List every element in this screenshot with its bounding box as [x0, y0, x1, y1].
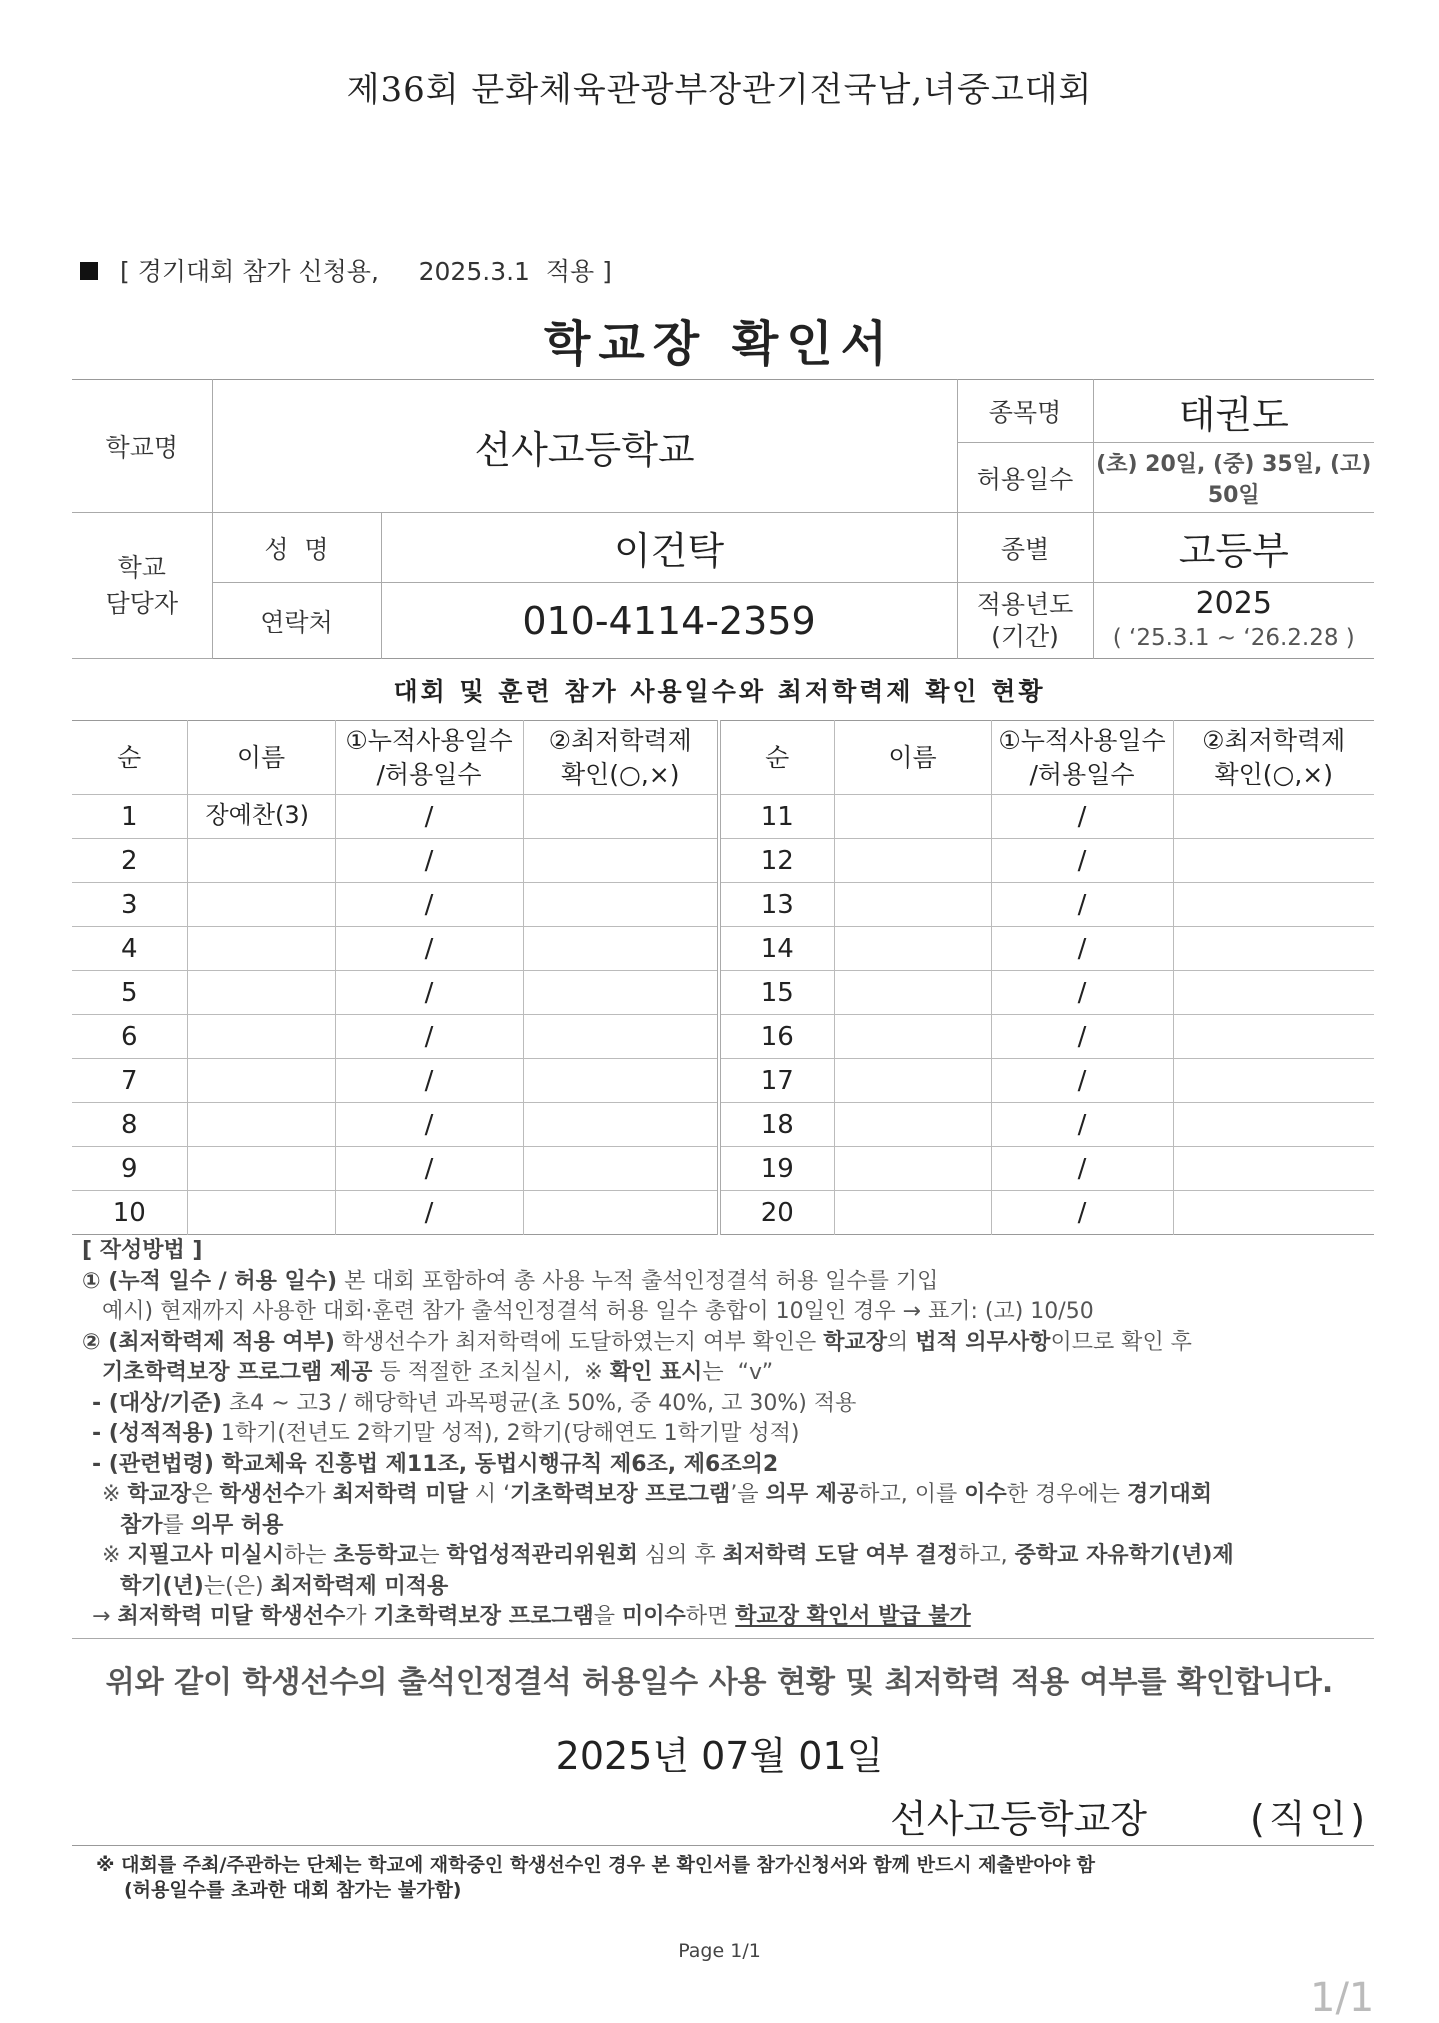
days-cell: / — [991, 839, 1173, 883]
row-number: 13 — [719, 883, 834, 927]
col-no-header: 순 — [719, 721, 834, 795]
instr-l6-b: - (성적적용) — [92, 1421, 214, 1446]
row-number: 3 — [72, 883, 187, 927]
note-text: [ 경기대회 참가 신청용, 2025.3.1 적용 ] — [120, 257, 612, 286]
instr-l8-d: 학생선수 — [219, 1482, 305, 1507]
athlete-name — [187, 1015, 335, 1059]
contact-value: 010-4114-2359 — [381, 583, 957, 659]
sport-label: 종목명 — [957, 380, 1093, 443]
principal-name: 선사고등학교장 — [890, 1797, 1147, 1841]
col-days-header: ①누적사용일수 /허용일수 — [991, 721, 1173, 795]
athlete-name — [187, 1147, 335, 1191]
athlete-name — [834, 883, 991, 927]
days-cell: / — [335, 839, 523, 883]
instr-l12-g: 하면 — [685, 1604, 736, 1629]
row-number: 2 — [72, 839, 187, 883]
instr-l4-b1: 기초학력보장 프로그램 제공 — [102, 1360, 373, 1385]
check-cell — [1173, 839, 1374, 883]
athlete-name — [187, 839, 335, 883]
instr-l11-b: 는(은) — [203, 1573, 271, 1599]
instr-line1: 본 대회 포함하여 총 사용 누적 출석인정결석 허용 일수를 기입 — [337, 1268, 939, 1294]
instr-l3-t3: 이므로 확인 후 — [1050, 1329, 1192, 1355]
instr-line2: 예시) 현재까지 사용한 대회·훈련 참가 출석인정결석 허용 일수 총합이 10일인 경우 → 표기: (고) 10/50 — [102, 1299, 1094, 1324]
row-number: 16 — [719, 1015, 834, 1059]
instr-l10-a: ※ — [102, 1543, 128, 1568]
submission-note — [96, 1853, 1376, 1903]
row-number: 20 — [719, 1191, 834, 1235]
instr-l12-c: 가 — [345, 1604, 374, 1629]
instr-l10-h: 최저학력 도달 여부 결정 — [722, 1543, 959, 1568]
days-cell: / — [991, 1015, 1173, 1059]
row-number: 1 — [72, 795, 187, 839]
page-counter: 1/1 — [1310, 1975, 1375, 2021]
table-row — [72, 1103, 1374, 1147]
instr-l12-f: 미이수 — [621, 1604, 686, 1629]
days-cell: / — [991, 971, 1173, 1015]
instr-l4-t2: 는 “v” — [702, 1360, 774, 1385]
check-cell — [1173, 1147, 1374, 1191]
instr-l9-c: 의무 허용 — [190, 1512, 284, 1538]
official-seal-label: (직인) — [1250, 1797, 1370, 1841]
row-number: 4 — [72, 927, 187, 971]
check-cell — [523, 839, 719, 883]
instr-l3-t1: 학생선수가 최저학력에 도달하였는지 여부 확인은 — [334, 1329, 824, 1355]
table-row — [72, 1059, 1374, 1103]
days-cell: / — [335, 927, 523, 971]
col-days-header: ①누적사용일수 /허용일수 — [335, 721, 523, 795]
athlete-name — [834, 971, 991, 1015]
check-cell — [1173, 971, 1374, 1015]
manager-label: 학교 담당자 — [72, 513, 212, 659]
instr-l3-t2: 의 — [887, 1329, 916, 1355]
row-number: 11 — [719, 795, 834, 839]
days-cell: / — [335, 1103, 523, 1147]
days-cell: / — [991, 1147, 1173, 1191]
instr-l5-t: 초4 ~ 고3 / 해당학년 과목평균(초 50%, 중 40%, 고 30%) 적용 — [221, 1390, 857, 1416]
instr-l8-b: 학교장 — [127, 1482, 192, 1507]
col-no-header: 순 — [72, 721, 187, 795]
year-label: 적용년도 (기간) — [957, 583, 1093, 659]
athlete-name — [834, 1015, 991, 1059]
check-cell — [1173, 1059, 1374, 1103]
table-row — [72, 795, 1374, 839]
instr-l12-d: 기초학력보장 프로그램 — [373, 1604, 594, 1629]
days-cell: / — [991, 1191, 1173, 1235]
row-number: 12 — [719, 839, 834, 883]
row-number: 10 — [72, 1191, 187, 1235]
instr-l3-b1: ② (최저학력제 적용 여부) — [82, 1329, 335, 1355]
instr-l8-m: 한 경우에는 — [1006, 1482, 1127, 1507]
instr-l9-a: 참가 — [120, 1512, 163, 1538]
check-cell — [1173, 883, 1374, 927]
athlete-name — [187, 927, 335, 971]
document-title: 학교장 확인서 — [544, 316, 895, 372]
check-cell — [523, 1015, 719, 1059]
days-cell: / — [991, 927, 1173, 971]
instr-l7-b: - (관련법령) — [92, 1451, 214, 1477]
row-number: 19 — [719, 1147, 834, 1191]
check-cell — [523, 1059, 719, 1103]
row-number: 17 — [719, 1059, 834, 1103]
check-cell — [1173, 1191, 1374, 1235]
manager-name-value: 이건탁 — [381, 513, 957, 583]
divider — [72, 1638, 1374, 1639]
sport-value: 태권도 — [1093, 380, 1374, 443]
year-value: 2025 — [1195, 585, 1272, 621]
col-check-header: ②최저학력제 확인(○,×) — [523, 721, 719, 795]
instr-l9-b: 를 — [162, 1512, 191, 1538]
divider — [72, 1845, 1374, 1846]
athlete-name — [834, 839, 991, 883]
instr-l12-b: 최저학력 미달 학생선수 — [117, 1604, 346, 1629]
instr-l12-e: 을 — [593, 1604, 622, 1629]
athlete-name — [834, 927, 991, 971]
instr-l4-t1: 등 적절한 조치실시, ※ — [372, 1360, 610, 1385]
instr-l10-g: 심의 후 — [637, 1543, 723, 1568]
check-cell — [523, 1191, 719, 1235]
days-cell: / — [991, 883, 1173, 927]
instr-l4-b2: 확인 표시 — [609, 1360, 703, 1385]
school-info-table — [72, 379, 1374, 659]
col-name-header: 이름 — [834, 721, 991, 795]
days-cell: / — [335, 971, 523, 1015]
days-cell: / — [991, 1103, 1173, 1147]
table-row — [72, 1015, 1374, 1059]
instructions-heading: [ 작성방법 ] — [82, 1238, 203, 1263]
instr-l10-e: 는 — [418, 1543, 447, 1568]
instr-l10-d: 초등학교 — [333, 1543, 419, 1568]
allowed-days-value: (초) 20일, (중) 35일, (고) 50일 — [1093, 443, 1374, 513]
school-name-label: 학교명 — [72, 380, 212, 513]
table-row — [72, 883, 1374, 927]
submission-note-line1: ※ 대회를 주최/주관하는 단체는 학교에 재학중인 학생선수인 경우 본 확인서를 참가신청서와 함께 반드시 제출받아야 함 — [96, 1854, 1096, 1876]
section-title: 대회 및 훈련 참가 사용일수와 최저학력제 확인 현황 — [393, 677, 1046, 706]
instr-l5-b: - (대상/기준) — [92, 1390, 222, 1416]
instr-l12-a: → — [92, 1604, 118, 1629]
check-cell — [523, 971, 719, 1015]
instr-l11-a: 학기(년) — [120, 1573, 204, 1599]
instr-l8-h: 기초학력보장 프로그램 — [510, 1482, 731, 1507]
instr-l11-c: 최저학력제 미적용 — [270, 1573, 449, 1599]
event-title: 제36회 문화체육관광부장관기전국남,녀중고대회 — [346, 70, 1093, 110]
instr-l12-h: 학교장 확인서 발급 불가 — [735, 1604, 971, 1629]
submission-note-line2: (허용일수를 초과한 대회 참가는 불가함) — [124, 1879, 462, 1901]
days-cell: / — [335, 1015, 523, 1059]
table-row — [72, 1147, 1374, 1191]
table-row — [72, 839, 1374, 883]
instr-l10-j: 중학교 자유학기(년)제 — [1014, 1543, 1234, 1568]
row-number: 14 — [719, 927, 834, 971]
days-cell: / — [335, 883, 523, 927]
instr-l7-t: 학교체육 진흥법 제11조, 동법시행규칙 제6조, 제6조의2 — [213, 1451, 779, 1477]
instr-l8-l: 이수 — [964, 1482, 1007, 1507]
period-value: ( ‘25.3.1 ~ ‘26.2.28 ) — [1112, 624, 1355, 651]
days-cell: / — [335, 1059, 523, 1103]
check-cell — [1173, 927, 1374, 971]
instr-l8-a: ※ — [102, 1482, 128, 1507]
athlete-name — [187, 1059, 335, 1103]
days-cell: / — [335, 1191, 523, 1235]
instr-l10-i: 하고, — [958, 1543, 1015, 1568]
athlete-name — [187, 1191, 335, 1235]
year-cell — [1093, 583, 1374, 659]
check-cell — [1173, 795, 1374, 839]
table-row — [72, 927, 1374, 971]
table-row — [72, 971, 1374, 1015]
table-row — [72, 1191, 1374, 1235]
instr-l10-f: 학업성적관리위원회 — [446, 1543, 638, 1568]
days-cell: / — [335, 795, 523, 839]
instructions — [82, 1236, 1382, 1633]
contact-label: 연락처 — [212, 583, 381, 659]
days-cell: / — [991, 1059, 1173, 1103]
col-check-header: ②최저학력제 확인(○,×) — [1173, 721, 1374, 795]
check-cell — [523, 795, 719, 839]
issue-date: 2025년 07월 01일 — [555, 1734, 884, 1778]
division-label: 종별 — [957, 513, 1093, 583]
check-cell — [523, 883, 719, 927]
col-name-header: 이름 — [187, 721, 335, 795]
row-number: 6 — [72, 1015, 187, 1059]
instr-l8-e: 가 — [304, 1482, 333, 1507]
days-cell: / — [991, 795, 1173, 839]
school-name-value: 선사고등학교 — [212, 380, 957, 513]
instr-l8-n: 경기대회 — [1127, 1482, 1213, 1507]
instr-l8-i: ’을 — [730, 1482, 766, 1507]
athlete-name — [834, 1103, 991, 1147]
instr-l6-t: 1학기(전년도 2학기말 성적), 2학기(당해연도 1학기말 성적) — [213, 1421, 800, 1446]
check-cell — [1173, 1103, 1374, 1147]
instr-l3-b3: 법적 의무사항 — [915, 1329, 1051, 1355]
row-number: 7 — [72, 1059, 187, 1103]
athlete-name — [834, 1059, 991, 1103]
athlete-name: 장예찬(3) — [187, 795, 335, 839]
instr-l10-b: 지필고사 미실시 — [127, 1543, 284, 1568]
instr-l3-b2: 학교장 — [823, 1329, 888, 1355]
instr-l8-f: 최저학력 미달 — [332, 1482, 468, 1507]
instr-l10-c: 하는 — [283, 1543, 334, 1568]
row-number: 9 — [72, 1147, 187, 1191]
athlete-name — [187, 883, 335, 927]
athlete-name — [834, 1147, 991, 1191]
application-note — [80, 252, 612, 288]
check-cell — [523, 1147, 719, 1191]
roster-table — [72, 720, 1374, 1235]
check-cell — [523, 1103, 719, 1147]
athlete-name — [834, 1191, 991, 1235]
row-number: 15 — [719, 971, 834, 1015]
allowed-days-label: 허용일수 — [957, 443, 1093, 513]
division-value: 고등부 — [1093, 513, 1374, 583]
row-number: 8 — [72, 1103, 187, 1147]
name-label: 성 명 — [212, 513, 381, 583]
check-cell — [523, 927, 719, 971]
athlete-name — [187, 1103, 335, 1147]
confirmation-statement: 위와 같이 학생선수의 출석인정결석 허용일수 사용 현황 및 최저학력 적용 여부를 확인합니다. — [105, 1665, 1334, 1700]
row-number: 5 — [72, 971, 187, 1015]
athlete-name — [187, 971, 335, 1015]
page-label: Page 1/1 — [678, 1940, 761, 1962]
check-cell — [1173, 1015, 1374, 1059]
instr-l8-k: 하고, 이를 — [858, 1482, 965, 1507]
athlete-name — [834, 795, 991, 839]
instr-line1-bold: ① (누적 일수 / 허용 일수) — [82, 1268, 338, 1294]
roster-header-row — [72, 721, 1374, 795]
instr-l8-g: 시 ‘ — [467, 1482, 511, 1507]
days-cell: / — [335, 1147, 523, 1191]
instr-l8-c: 은 — [191, 1482, 220, 1507]
square-bullet-icon — [80, 262, 98, 280]
instr-l8-j: 의무 제공 — [765, 1482, 859, 1507]
row-number: 18 — [719, 1103, 834, 1147]
